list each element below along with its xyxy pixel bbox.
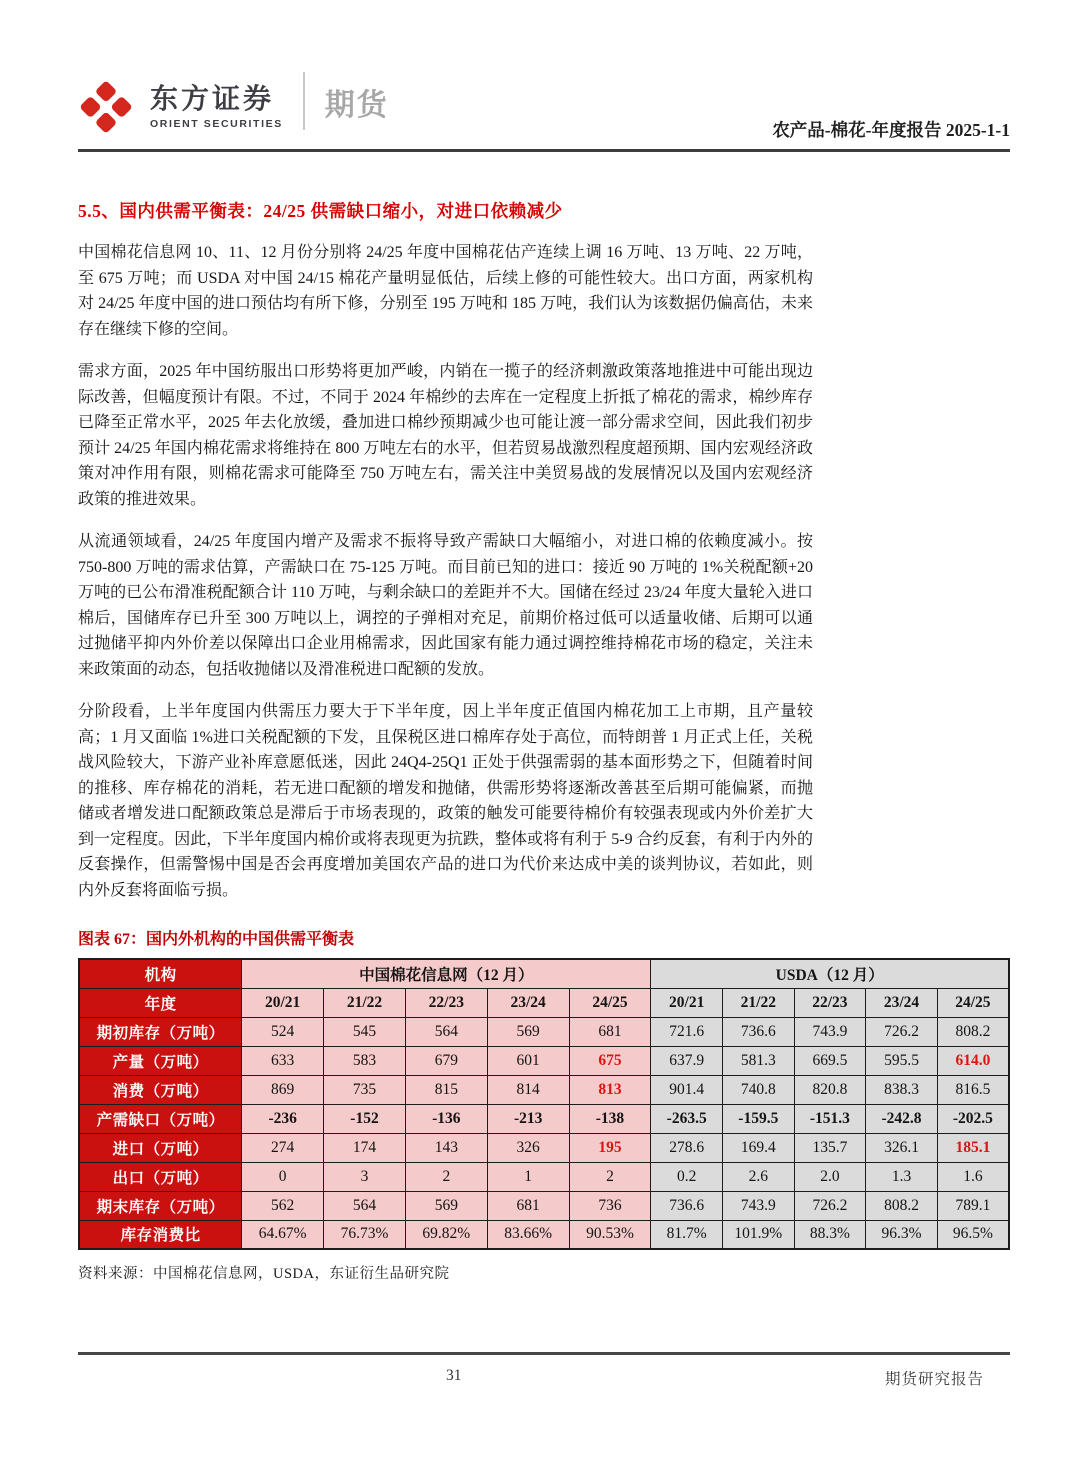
page-header [78,56,1010,144]
value-cell: 735 [324,1075,406,1104]
section-heading: 5.5、国内供需平衡表：24/25 供需缺口缩小，对进口依赖减少 [78,201,563,221]
page-footer [78,1352,1010,1393]
value-cell: 583 [324,1046,406,1075]
division-label: 期货 [324,89,389,122]
value-cell: 81.7% [651,1220,723,1249]
value-cell: 675 [569,1046,651,1075]
value-cell: 524 [242,1017,324,1046]
value-cell: 0.2 [651,1162,723,1191]
value-cell: 185.1 [937,1133,1009,1162]
value-cell: 820.8 [794,1075,866,1104]
value-cell: 2.0 [794,1162,866,1191]
value-cell: 64.67% [242,1220,324,1249]
value-cell: 69.82% [405,1220,487,1249]
value-cell: 814 [487,1075,569,1104]
footer-rule [78,1352,1010,1355]
paragraph: 从流通领域看，24/25 年度国内增产及需求不振将导致产需缺口大幅缩小，对进口棉的依赖度减小。按 750-800 万吨的需求估算，产需缺口在 75-125 万吨。而目前已知的进口：接近 90 万吨的 1%关税配额+20 万吨的已公布滑准税配额合计 110 万吨，与剩余缺口的差距并不大。国储在经过 23/24 年度大量轮入进口棉后，国储库存已升至 300 万吨以上，调控的子弹相对充足，前期价格过低可以适量收储、后期可以通过抛储平抑内外价差以保障出口企业用棉需求，因此国家有能力通过调控维持棉花市场的稳定，关注未来政策面的动态，包括收抛储以及滑准税进口配额的发放。 [78,533,813,678]
value-cell: 278.6 [651,1133,723,1162]
row-label: 进口（万吨） [79,1133,242,1162]
figure-caption: 图表 67：国内外机构的中国供需平衡表 [78,931,355,948]
value-cell: 743.9 [723,1191,795,1220]
footer-row [78,1367,1010,1393]
logo-name-cn: 东方证券 [150,82,275,114]
value-cell: -202.5 [937,1104,1009,1133]
org-header-label: 机构 [79,959,242,988]
logo-name-en: ORIENT SECURITIES [150,117,283,130]
paragraph: 分阶段看，上半年度国内供需压力要大于下半年度，因上半年度正值国内棉花加工上市期，且产量较高；1 月又面临 1%进口关税配额的下发，且保税区进口棉库存处于高位，而特朗普 1 月正式上任，关税战风险较大，下游产业补库意愿低迷，因此 24Q4-25Q1 正处于供强需弱的基本面形势之下，但随着时间的推移、库存棉花的消耗，若无进口配额的增发和抛储，供需形势将逐渐改善甚至后期可能偏紧，而抛储或者增发进口配额政策总是滞后于市场表现的，政策的触发可能要待棉价有较强表现或内外价差扩大到一定程度。因此，下半年度国内棉价或将表现更为抗跌，整体或将有利于 5-9 合约反套，有利于内外的反套操作，但需警惕中国是否会再度增加美国农产品的进口为代价来达成中美的谈判协议，若如此，则内外反套将面临亏损。 [78,703,813,899]
value-cell: 721.6 [651,1017,723,1046]
year-cell: 23/24 [866,988,938,1017]
value-cell: -138 [569,1104,651,1133]
value-cell: 669.5 [794,1046,866,1075]
year-cell: 22/23 [405,988,487,1017]
value-cell: 564 [324,1191,406,1220]
value-cell: 1 [487,1162,569,1191]
row-label: 产需缺口（万吨） [79,1104,242,1133]
value-cell: -213 [487,1104,569,1133]
value-cell: -242.8 [866,1104,938,1133]
value-cell: 274 [242,1133,324,1162]
value-cell: 901.4 [651,1075,723,1104]
value-cell: 681 [569,1017,651,1046]
source-note: 资料来源：中国棉花信息网，USDA，东证衍生品研究院 [78,1266,450,1282]
diamond-shape [79,80,133,134]
value-cell: 2 [569,1162,651,1191]
table-year-header-row [79,988,1009,1017]
value-cell: 96.5% [937,1220,1009,1249]
table-org-header-row [79,959,1009,988]
value-cell: 2.6 [723,1162,795,1191]
value-cell: 96.3% [866,1220,938,1249]
row-label: 期初库存（万吨） [79,1017,242,1046]
value-cell: 813 [569,1075,651,1104]
year-cell: 20/21 [242,988,324,1017]
value-cell: 88.3% [794,1220,866,1249]
value-cell: 681 [487,1191,569,1220]
row-label: 产量（万吨） [79,1046,242,1075]
value-cell: 1.6 [937,1162,1009,1191]
table-row [79,1220,1009,1249]
table-row [79,1133,1009,1162]
value-cell: 76.73% [324,1220,406,1249]
year-cell: 23/24 [487,988,569,1017]
year-header-label: 年度 [79,988,242,1017]
year-cell: 20/21 [651,988,723,1017]
value-cell: 736.6 [723,1017,795,1046]
doc-title: 农产品-棉花-年度报告 2025-1-1 [772,120,1010,140]
row-label: 库存消费比 [79,1220,242,1249]
year-cell: 21/22 [324,988,406,1017]
balance-table [78,958,1010,1250]
diamond-petal [79,96,102,119]
paragraph: 需求方面，2025 年中国纺服出口形势将更加严峻，内销在一揽子的经济刺激政策落地推进中可能出现边际改善，但幅度预计有限。不过，不同于 2024 年棉纱的去库在一定程度上折抵了棉花的需求，棉纱库存已降至正常水平，2025 年去化放缓，叠加进口棉纱预期减少也可能让渡一部分需求空间，因此我们初步预计 24/25 年国内棉花需求将维持在 800 万吨左右的水平，但若贸易战激烈程度超预期、国内宏观经济政策对冲作用有限，则棉花需求可能降至 750 万吨左右，需关注中美贸易战的发展情况以及国内宏观经济政策的推进效果。 [78,363,813,508]
value-cell: 326.1 [866,1133,938,1162]
brand-divider [303,72,305,130]
value-cell: 101.9% [723,1220,795,1249]
value-cell: 808.2 [937,1017,1009,1046]
diamond-petal [95,111,118,134]
year-cell: 24/25 [937,988,1009,1017]
value-cell: 614.0 [937,1046,1009,1075]
header-rule [78,149,1010,152]
row-label: 出口（万吨） [79,1162,242,1191]
value-cell: -263.5 [651,1104,723,1133]
value-cell: 601 [487,1046,569,1075]
table-row [79,1162,1009,1191]
value-cell: 174 [324,1133,406,1162]
value-cell: 90.53% [569,1220,651,1249]
balance-table-body [79,959,1009,1249]
table-row [79,1075,1009,1104]
value-cell: 0 [242,1162,324,1191]
value-cell: 562 [242,1191,324,1220]
body-text-column [78,240,813,903]
value-cell: 83.66% [487,1220,569,1249]
value-cell: 633 [242,1046,324,1075]
year-cell: 21/22 [723,988,795,1017]
group-usda-header: USDA（12 月） [651,959,1009,988]
value-cell: 679 [405,1046,487,1075]
row-label: 期末库存（万吨） [79,1191,242,1220]
year-cell: 22/23 [794,988,866,1017]
value-cell: 569 [487,1017,569,1046]
orient-diamond-icon [78,79,134,135]
value-cell: 740.8 [723,1075,795,1104]
table-row [79,1017,1009,1046]
value-cell: 581.3 [723,1046,795,1075]
table-row [79,1104,1009,1133]
value-cell: 135.7 [794,1133,866,1162]
value-cell: 1.3 [866,1162,938,1191]
value-cell: -151.3 [794,1104,866,1133]
value-cell: 743.9 [794,1017,866,1046]
paragraph: 中国棉花信息网 10、11、12 月份分别将 24/25 年度中国棉花估产连续上调 16 万吨、13 万吨、22 万吨，至 675 万吨；而 USDA 对中国 24/15 棉花产量明显低估，后续上修的可能性较大。出口方面，两家机构对 24/25 年度中国的进口预估均有所下修，分别至 195 万吨和 185 万吨，我们认为该数据仍偏高估，未来存在继续下修的空间。 [78,244,813,338]
value-cell: 815 [405,1075,487,1104]
value-cell: 3 [324,1162,406,1191]
value-cell: 143 [405,1133,487,1162]
value-cell: 545 [324,1017,406,1046]
value-cell: 195 [569,1133,651,1162]
value-cell: -136 [405,1104,487,1133]
footer-report-label: 期货研究报告 [884,1371,984,1388]
value-cell: 808.2 [866,1191,938,1220]
value-cell: 564 [405,1017,487,1046]
diamond-petal [95,80,118,103]
value-cell: 869 [242,1075,324,1104]
page-number: 31 [446,1367,462,1384]
value-cell: -159.5 [723,1104,795,1133]
value-cell: -236 [242,1104,324,1133]
value-cell: 637.9 [651,1046,723,1075]
row-label: 消费（万吨） [79,1075,242,1104]
year-cell: 24/25 [569,988,651,1017]
value-cell: 326 [487,1133,569,1162]
logo-text-block [150,82,283,130]
value-cell: 726.2 [866,1017,938,1046]
value-cell: 595.5 [866,1046,938,1075]
value-cell: 736 [569,1191,651,1220]
table-row [79,1191,1009,1220]
value-cell: 2 [405,1162,487,1191]
value-cell: 726.2 [794,1191,866,1220]
group-cnki-header: 中国棉花信息网（12 月） [242,959,651,988]
value-cell: 169.4 [723,1133,795,1162]
value-cell: 789.1 [937,1191,1009,1220]
value-cell: 816.5 [937,1075,1009,1104]
value-cell: 838.3 [866,1075,938,1104]
table-row [79,1046,1009,1075]
brand-logo [78,70,389,144]
value-cell: 736.6 [651,1191,723,1220]
diamond-petal [110,96,133,119]
value-cell: -152 [324,1104,406,1133]
value-cell: 569 [405,1191,487,1220]
